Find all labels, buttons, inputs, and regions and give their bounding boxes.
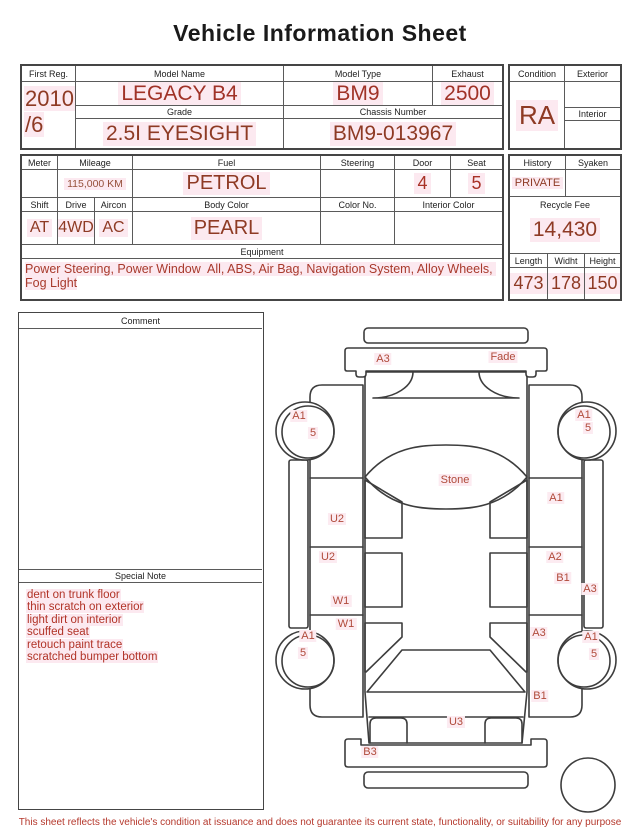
length-value: 473 xyxy=(510,268,547,299)
steering-header: Steering xyxy=(320,156,394,170)
width-value: 178 xyxy=(547,268,584,299)
diagram-damage-label: U2 xyxy=(320,551,336,563)
special-note-list xyxy=(19,583,262,807)
diagram-damage-label: B1 xyxy=(533,690,547,702)
special-note-item: thin scratch on exterior xyxy=(27,601,144,614)
length-header: Length xyxy=(510,254,547,268)
special-note-item: scratched bumper bottom xyxy=(27,651,158,664)
width-header: Widht xyxy=(547,254,584,268)
comment-header: Comment xyxy=(19,313,262,329)
diagram-damage-label: U2 xyxy=(329,513,345,525)
special-note-header: Special Note xyxy=(19,569,262,583)
special-note-item: dent on trunk floor xyxy=(27,589,120,601)
diagram-damage-label: A1 xyxy=(584,631,598,643)
diagram-damage-label: 5 xyxy=(299,647,307,659)
grade-value: 2.5I EYESIGHT xyxy=(76,119,283,148)
history-value: PRIVATE xyxy=(510,170,565,197)
door-header: Door xyxy=(394,156,450,170)
recycle-fee-value: 14,430 xyxy=(510,210,620,250)
model-name-value: LEGACY B4 xyxy=(76,82,283,105)
diagram-damage-label: B1 xyxy=(556,572,570,584)
diagram-damage-label: 5 xyxy=(590,648,598,660)
diagram-damage-label: Stone xyxy=(440,474,470,486)
height-value: 150 xyxy=(584,268,620,299)
model-name-header: Model Name xyxy=(76,66,283,82)
seat-value: 5 xyxy=(450,170,502,198)
grade-header: Grade xyxy=(76,105,283,119)
diagram-damage-label: 5 xyxy=(309,427,317,439)
diagram-damage-label: A2 xyxy=(548,551,562,563)
condition-header: Condition xyxy=(510,66,565,82)
model-type-header: Model Type xyxy=(283,66,432,82)
diagram-damage-label: A3 xyxy=(376,353,390,365)
chassis-number-header: Chassis Number xyxy=(283,105,502,119)
condition-box xyxy=(508,64,622,150)
chassis-number-value: BM9-013967 xyxy=(283,119,502,148)
diagram-damage-label: W1 xyxy=(337,618,355,630)
interior-color-value xyxy=(394,212,502,245)
diagram-damage-label: Fade xyxy=(490,351,516,363)
first-reg-header: First Reg. xyxy=(22,66,76,82)
diagram-damage-label: W1 xyxy=(332,595,350,607)
interior-header: Interior xyxy=(565,107,620,121)
diagram-damage-label: 5 xyxy=(584,422,592,434)
body-color-header: Body Color xyxy=(132,198,320,212)
diagram-damage-label: A1 xyxy=(549,492,563,504)
aircon-header: Aircon xyxy=(94,198,132,212)
equipment-value: Power Steering, Power Window All, ABS, Air Bag, Navigation System, Alloy Wheels, Fog Light xyxy=(22,259,502,299)
syaken-header: Syaken xyxy=(565,156,620,170)
shift-value: AT xyxy=(22,212,57,245)
seat-header: Seat xyxy=(450,156,502,170)
history-header: History xyxy=(510,156,565,170)
condition-value: RA xyxy=(510,82,565,148)
mileage-header: Mileage xyxy=(57,156,132,170)
meter-header: Meter xyxy=(22,156,57,170)
special-note-item: retouch paint trace xyxy=(27,638,123,651)
diagram-label-layer xyxy=(268,316,628,816)
special-note-item: scuffed seat xyxy=(27,626,89,639)
exhaust-header: Exhaust xyxy=(432,66,502,82)
drive-header: Drive xyxy=(57,198,94,212)
interior-value xyxy=(565,121,620,148)
diagram-damage-label: U3 xyxy=(448,716,464,728)
interior-color-header: Interior Color xyxy=(394,198,502,212)
diagram-damage-label: A1 xyxy=(292,410,306,422)
model-type-value: BM9 xyxy=(283,82,432,105)
exterior-value xyxy=(565,82,620,107)
steering-value xyxy=(320,170,394,198)
first-reg-value: 2010 /6 xyxy=(22,82,76,148)
comment-area xyxy=(19,329,262,569)
recycle-fee-cell xyxy=(510,197,620,254)
fuel-header: Fuel xyxy=(132,156,320,170)
syaken-value xyxy=(565,170,620,197)
aircon-value: AC xyxy=(94,212,132,245)
shift-header: Shift xyxy=(22,198,57,212)
height-header: Height xyxy=(584,254,620,268)
door-value: 4 xyxy=(394,170,450,198)
exhaust-value: 2500 xyxy=(432,82,502,105)
car-damage-diagram xyxy=(268,316,628,816)
mileage-value: 115,000 KM xyxy=(57,170,132,198)
special-note-item: light dirt on interior xyxy=(27,613,122,626)
equipment-header: Equipment xyxy=(22,245,502,259)
recycle-fee-header: Recycle Fee xyxy=(539,200,591,210)
comment-box xyxy=(18,312,264,810)
body-color-value: PEARL xyxy=(132,212,320,245)
diagram-damage-label: A1 xyxy=(577,409,591,421)
page-title: Vehicle Information Sheet xyxy=(173,20,467,46)
disclaimer-text: This sheet reflects the vehicle's condition at issuance and does not guarantee its current state, functionality, or suitability for any purpose xyxy=(18,817,622,828)
diagram-damage-label: A3 xyxy=(532,627,546,639)
diagram-damage-label: A3 xyxy=(583,583,597,595)
diagram-damage-label: A1 xyxy=(301,630,315,642)
meter-value xyxy=(22,170,57,198)
exterior-header: Exterior xyxy=(565,66,620,82)
diagram-damage-label: B3 xyxy=(363,746,377,758)
color-no-value xyxy=(320,212,394,245)
top-info-table xyxy=(20,64,504,150)
history-fee-box xyxy=(508,154,622,301)
spec-table xyxy=(20,154,504,301)
drive-value: 4WD xyxy=(57,212,94,245)
fuel-value: PETROL xyxy=(132,170,320,198)
color-no-header: Color No. xyxy=(320,198,394,212)
